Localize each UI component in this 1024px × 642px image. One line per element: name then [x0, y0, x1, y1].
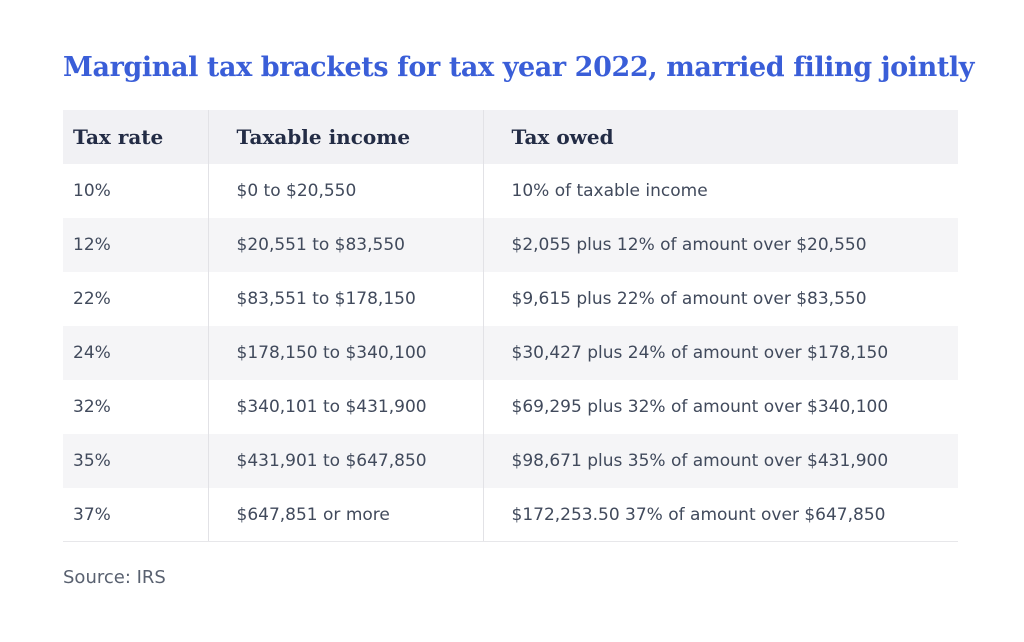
cell-tax-rate: 35% — [63, 434, 208, 488]
page-title: Marginal tax brackets for tax year 2022, married filing jointly — [63, 52, 975, 83]
cell-tax-owed: $30,427 plus 24% of amount over $178,150 — [483, 326, 958, 380]
column-header-tax-rate: Tax rate — [63, 110, 208, 164]
cell-tax-owed: 10% of taxable income — [483, 164, 958, 218]
cell-tax-owed: $98,671 plus 35% of amount over $431,900 — [483, 434, 958, 488]
table-header-row — [63, 110, 958, 164]
cell-taxable-income: $431,901 to $647,850 — [208, 434, 483, 488]
cell-tax-rate: 24% — [63, 326, 208, 380]
table-row — [63, 272, 958, 326]
cell-tax-rate: 22% — [63, 272, 208, 326]
cell-taxable-income: $178,150 to $340,100 — [208, 326, 483, 380]
cell-taxable-income: $83,551 to $178,150 — [208, 272, 483, 326]
cell-tax-rate: 37% — [63, 488, 208, 542]
cell-tax-owed: $172,253.50 37% of amount over $647,850 — [483, 488, 958, 542]
column-header-tax-owed: Tax owed — [483, 110, 958, 164]
cell-tax-rate: 10% — [63, 164, 208, 218]
source-attribution: Source: IRS — [63, 567, 166, 589]
tax-brackets-table — [63, 110, 958, 543]
table-row — [63, 380, 958, 434]
cell-tax-owed: $9,615 plus 22% of amount over $83,550 — [483, 272, 958, 326]
cell-tax-owed: $69,295 plus 32% of amount over $340,100 — [483, 380, 958, 434]
cell-tax-rate: 12% — [63, 218, 208, 272]
column-header-taxable-income: Taxable income — [208, 110, 483, 164]
cell-taxable-income: $647,851 or more — [208, 488, 483, 542]
table-row — [63, 164, 958, 218]
cell-taxable-income: $20,551 to $83,550 — [208, 218, 483, 272]
cell-tax-rate: 32% — [63, 380, 208, 434]
table-row — [63, 218, 958, 272]
table-row — [63, 488, 958, 542]
cell-taxable-income: $0 to $20,550 — [208, 164, 483, 218]
cell-tax-owed: $2,055 plus 12% of amount over $20,550 — [483, 218, 958, 272]
cell-taxable-income: $340,101 to $431,900 — [208, 380, 483, 434]
table-row — [63, 326, 958, 380]
content-area — [63, 0, 975, 589]
table-row — [63, 434, 958, 488]
